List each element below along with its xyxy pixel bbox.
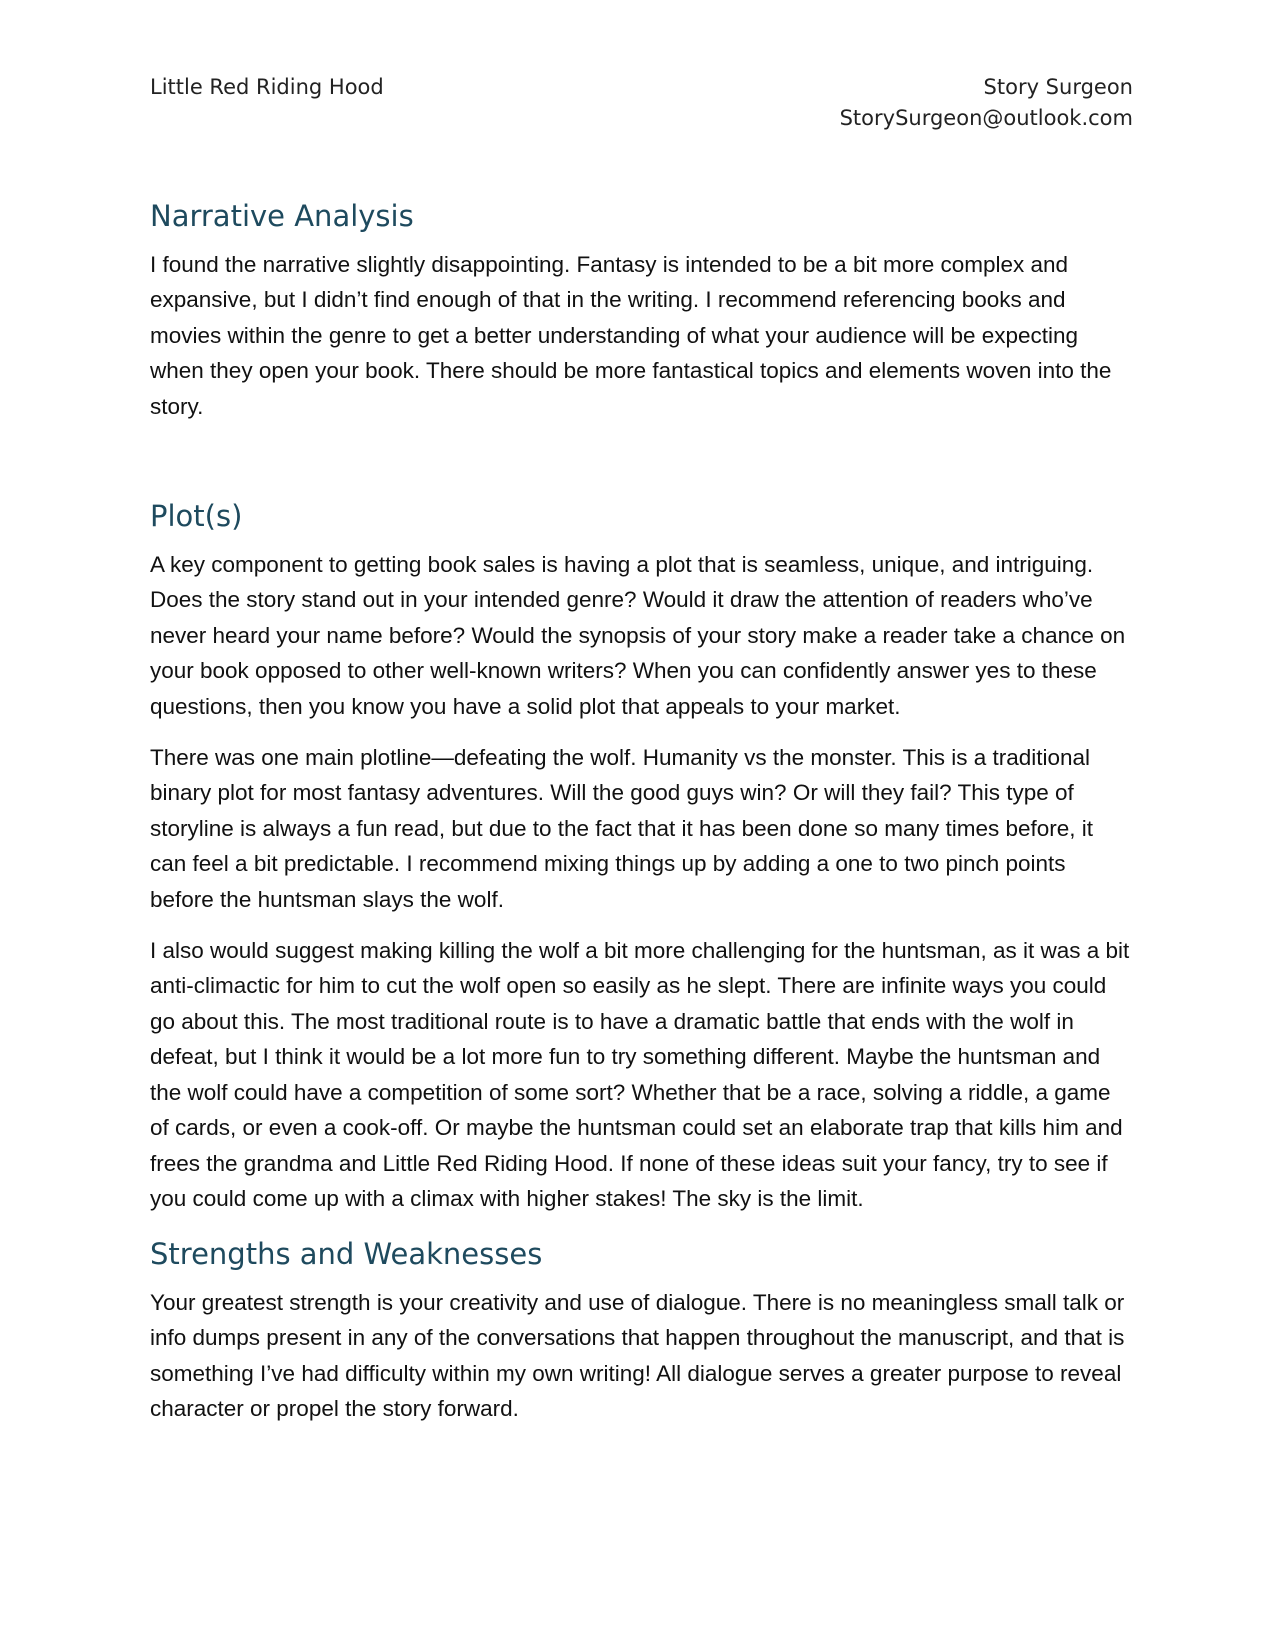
section-strengths-weaknesses — [150, 1236, 1135, 1427]
section-heading: Plot(s) — [150, 499, 243, 533]
section-heading: Narrative Analysis — [150, 199, 414, 233]
author-email: StorySurgeon@outlook.com — [839, 106, 1133, 130]
author-name: Story Surgeon — [983, 75, 1133, 99]
section-paragraph: There was one main plotline—defeating the wolf. Humanity vs the monster. This is a traditional binary plot for most fantasy adventures. Will the good guys win? Or will they fail? This type of storyline is always a fun read, but due to the fact that it has been done so many times before, it can feel a bit predictable. I recommend mixing things up by adding a one to two pinch points before the huntsman slays the wolf. — [150, 745, 1094, 912]
section-paragraph: I found the narrative slightly disappointing. Fantasy is intended to be a bit more complex and expansive, but I didn’t find enough of that in the writing. I recommend referencing books and movies within the genre to get a better understanding of what your audience will be expecting when they open your book. There should be more fantastical topics and elements woven into the story. — [150, 252, 1112, 419]
section-paragraph: I also would suggest making killing the wolf a bit more challenging for the huntsman, as it was a bit anti-climactic for him to cut the wolf open so easily as he slept. There are infinite ways you could go about this. The most traditional route is to have a dramatic battle that ends with the wolf in defeat, but I think it would be a lot more fun to try something different. Maybe the huntsman and the wolf could have a competition of some sort? Whether that be a race, solving a riddle, a game of cards, or even a cook-off. Or maybe the huntsman could set an elaborate trap that kills him and frees the grandma and Little Red Riding Hood. If none of these ideas suit your fancy, try to see if you could come up with a climax with higher stakes! The sky is the limit. — [150, 938, 1130, 1211]
document-title: Little Red Riding Hood — [150, 75, 384, 99]
section-plots — [150, 498, 1135, 1216]
section-narrative-analysis — [150, 198, 1135, 424]
author-block — [840, 72, 1133, 134]
section-paragraph: Your greatest strength is your creativity and use of dialogue. There is no meaningless small talk or info dumps present in any of the conversations that happen throughout the manuscript, and that is something I’ve had difficulty within my own writing! All dialogue serves a greater purpose to reveal character or propel the story forward. — [150, 1290, 1125, 1422]
section-heading: Strengths and Weaknesses — [150, 1237, 543, 1271]
section-paragraph: A key component to getting book sales is having a plot that is seamless, unique, and intriguing. Does the story stand out in your intended genre? Would it draw the attention of readers who’ve never heard your name before? Would the synopsis of your story make a reader take a chance on your book opposed to other well-known writers? When you can confidently answer yes to these questions, then you know you have a solid plot that appeals to your market. — [150, 552, 1126, 719]
